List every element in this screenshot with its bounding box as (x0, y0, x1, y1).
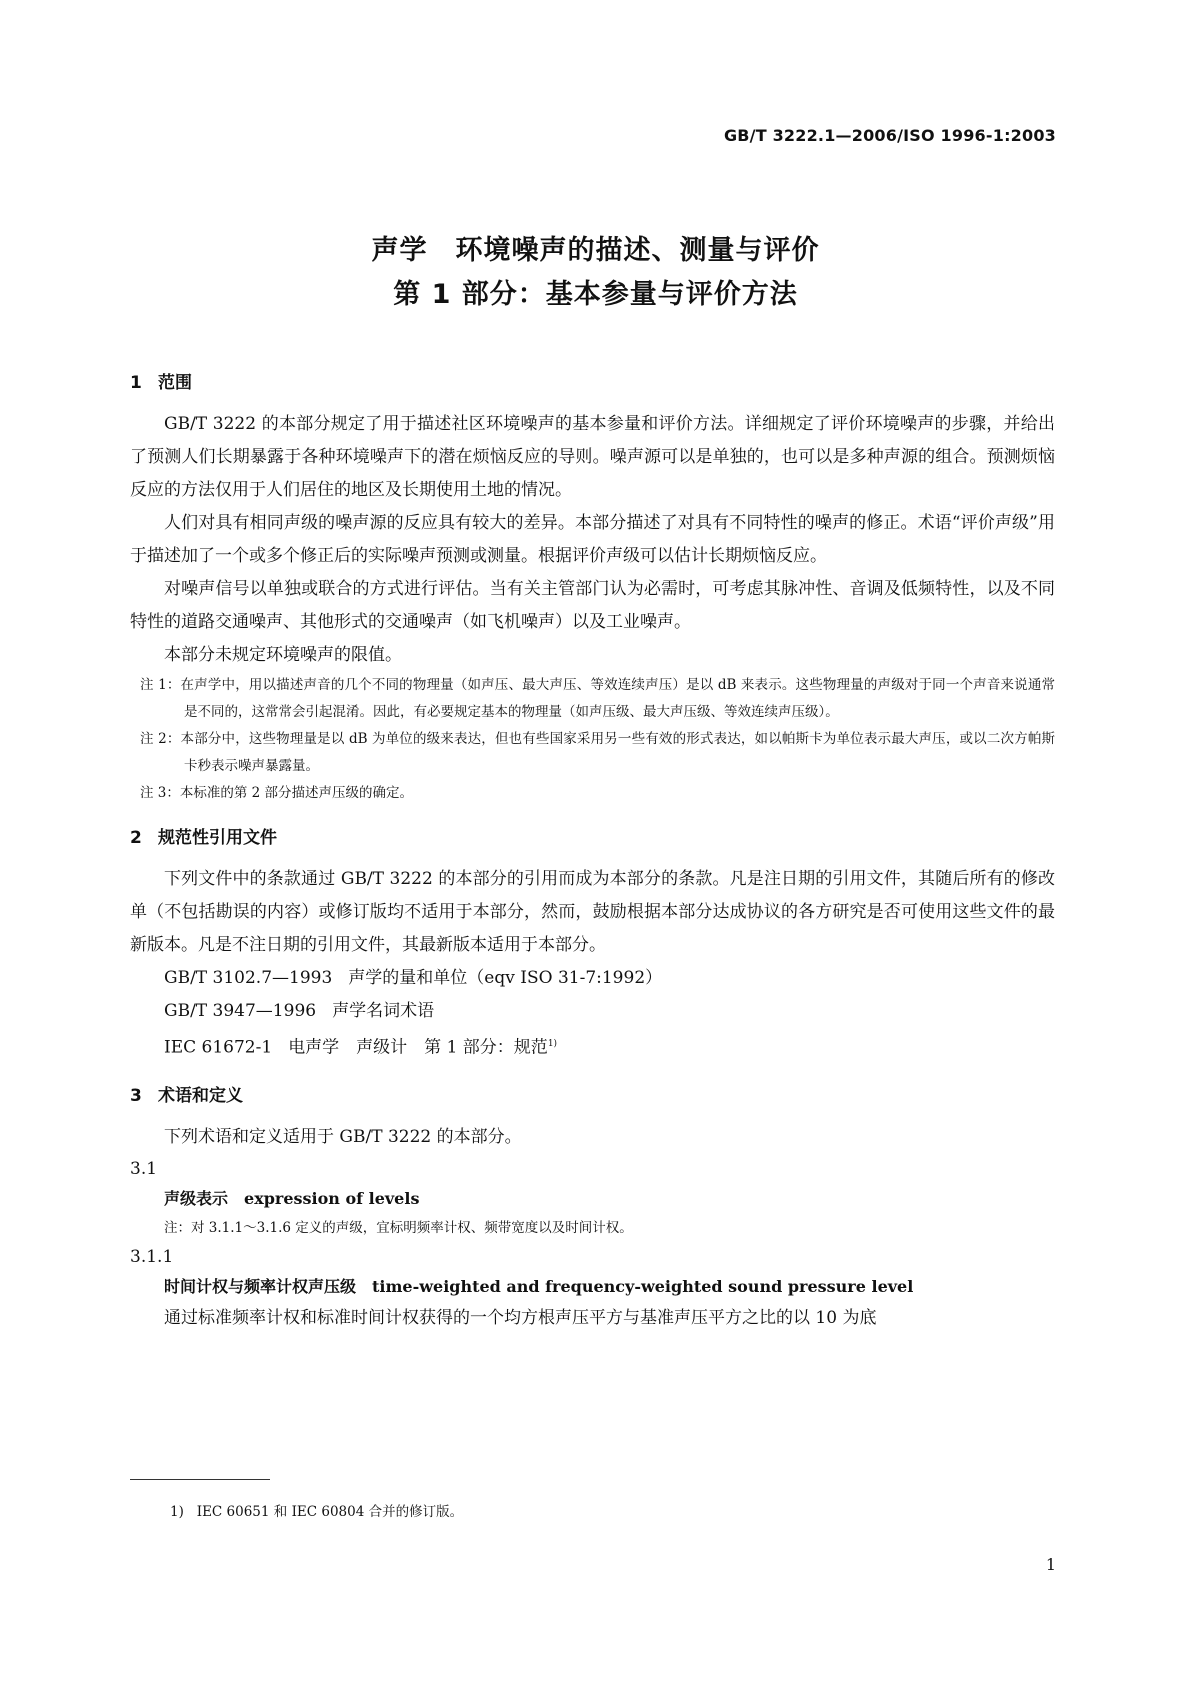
reference-item (130, 995, 1055, 1028)
term-chinese: 时间计权与频率计权声压级 (164, 1276, 357, 1296)
paragraph: 本部分未规定环境噪声的限值。 (164, 645, 402, 665)
term-definition: 通过标准频率计权和标准时间计权获得的一个均方根声压平方与基准声压平方之比的以 10 为底 (164, 1307, 877, 1328)
section-number: 1 (130, 373, 142, 393)
reference-title: 电声学 声级计 第 1 部分：规范 (288, 1037, 548, 1058)
paragraph: 对噪声信号以单独或联合的方式进行评估。当有关主管部门认为必需时，可考虑其脉冲性、音调及低频特性，以及不同特性的道路交通噪声、其他形式的交通噪声（如飞机噪声）以及工业噪声。 (130, 579, 1055, 632)
section-number: 2 (130, 828, 142, 848)
paragraph: 下列术语和定义适用于 GB/T 3222 的本部分。 (164, 1126, 522, 1147)
standard-code: GB/T 3222.1—2006/ISO 1996-1:2003 (723, 126, 1056, 145)
document-title-line-2: 第 1 部分：基本参量与评价方法 (393, 279, 798, 310)
clause-number: 3.1 (130, 1158, 158, 1179)
footnote-text: IEC 60651 和 IEC 60804 合并的修订版。 (196, 1504, 464, 1520)
section-heading-scope (130, 372, 1055, 394)
term-note: 注：对 3.1.1～3.1.6 定义的声级，宜标明频率计权、频带宽度以及时间计权。 (164, 1219, 633, 1236)
footnote (170, 1500, 463, 1520)
reference-code: IEC 61672-1 (164, 1037, 273, 1058)
footnote-marker: 1) (170, 1504, 184, 1520)
note: 注 1：在声学中，用以描述声音的几个不同的物理量（如声压、最大声压、等效连续声压）是以 dB 来表示。这些物理量的声级对于同一个声音来说通常是不同的，这常常会引起混淆。因此，有必要规定基本的物理量（如声压级、最大声压级、等效连续声压级）。 (140, 677, 1055, 720)
footnote-separator (130, 1479, 270, 1480)
term-english: time-weighted and frequency-weighted sound pressure level (372, 1276, 914, 1296)
note: 注 3：本标准的第 2 部分描述声压级的确定。 (140, 785, 414, 801)
section-title: 范围 (158, 373, 192, 393)
reference-title: 声学名词术语 (332, 1001, 435, 1021)
term-entry (130, 1184, 1055, 1214)
section-number: 3 (130, 1085, 142, 1106)
paragraph: 下列文件中的条款通过 GB/T 3222 的本部分的引用而成为本部分的条款。凡是注日期的引用文件，其随后所有的修改单（不包括勘误的内容）或修订版均不适用于本部分，然而，鼓励根据本部分达成协议的各方研究是否可使用这些文件的最新版本。凡是不注日期的引用文件，其最新版本适用于本部分。 (130, 869, 1055, 955)
paragraph: GB/T 3222 的本部分规定了用于描述社区环境噪声的基本参量和评价方法。详细规定了评价环境噪声的步骤，并给出了预测人们长期暴露于各种环境噪声下的潜在烦恼反应的导则。噪声源可以是单独的，也可以是多种声源的组合。预测烦恼反应的方法仅用于人们居住的地区及长期使用土地的情况。 (130, 414, 1055, 500)
section-title: 规范性引用文件 (158, 828, 277, 848)
term-english: expression of levels (244, 1188, 420, 1208)
reference-code: GB/T 3102.7—1993 (164, 968, 333, 988)
footnote-marker: 1) (547, 1039, 558, 1049)
section-heading-normative-references (130, 827, 1055, 849)
document-body (130, 372, 1055, 1335)
reference-item (130, 962, 1055, 995)
term-entry (130, 1272, 1055, 1302)
section-heading-terms-definitions (130, 1085, 1055, 1107)
clause-number: 3.1.1 (130, 1246, 174, 1267)
paragraph: 人们对具有相同声级的噪声源的反应具有较大的差异。本部分描述了对具有不同特性的噪声的修正。术语“评价声级”用于描述加了一个或多个修正后的实际噪声预测或测量。根据评价声级可以估计长期烦恼反应。 (130, 513, 1055, 566)
document-title-line-1: 声学 环境噪声的描述、测量与评价 (371, 235, 820, 266)
note: 注 2：本部分中，这些物理量是以 dB 为单位的级来表达，但也有些国家采用另一些有效的形式表达，如以帕斯卡为单位表示最大声压，或以二次方帕斯卡秒表示噪声暴露量。 (140, 731, 1055, 774)
page-number: 1 (1045, 1555, 1056, 1574)
reference-title: 声学的量和单位（eqv ISO 31-7:1992） (348, 968, 663, 988)
reference-item (130, 1028, 1055, 1065)
term-chinese: 声级表示 (164, 1188, 229, 1208)
reference-code: GB/T 3947—1996 (164, 1001, 317, 1021)
section-title: 术语和定义 (158, 1085, 243, 1106)
